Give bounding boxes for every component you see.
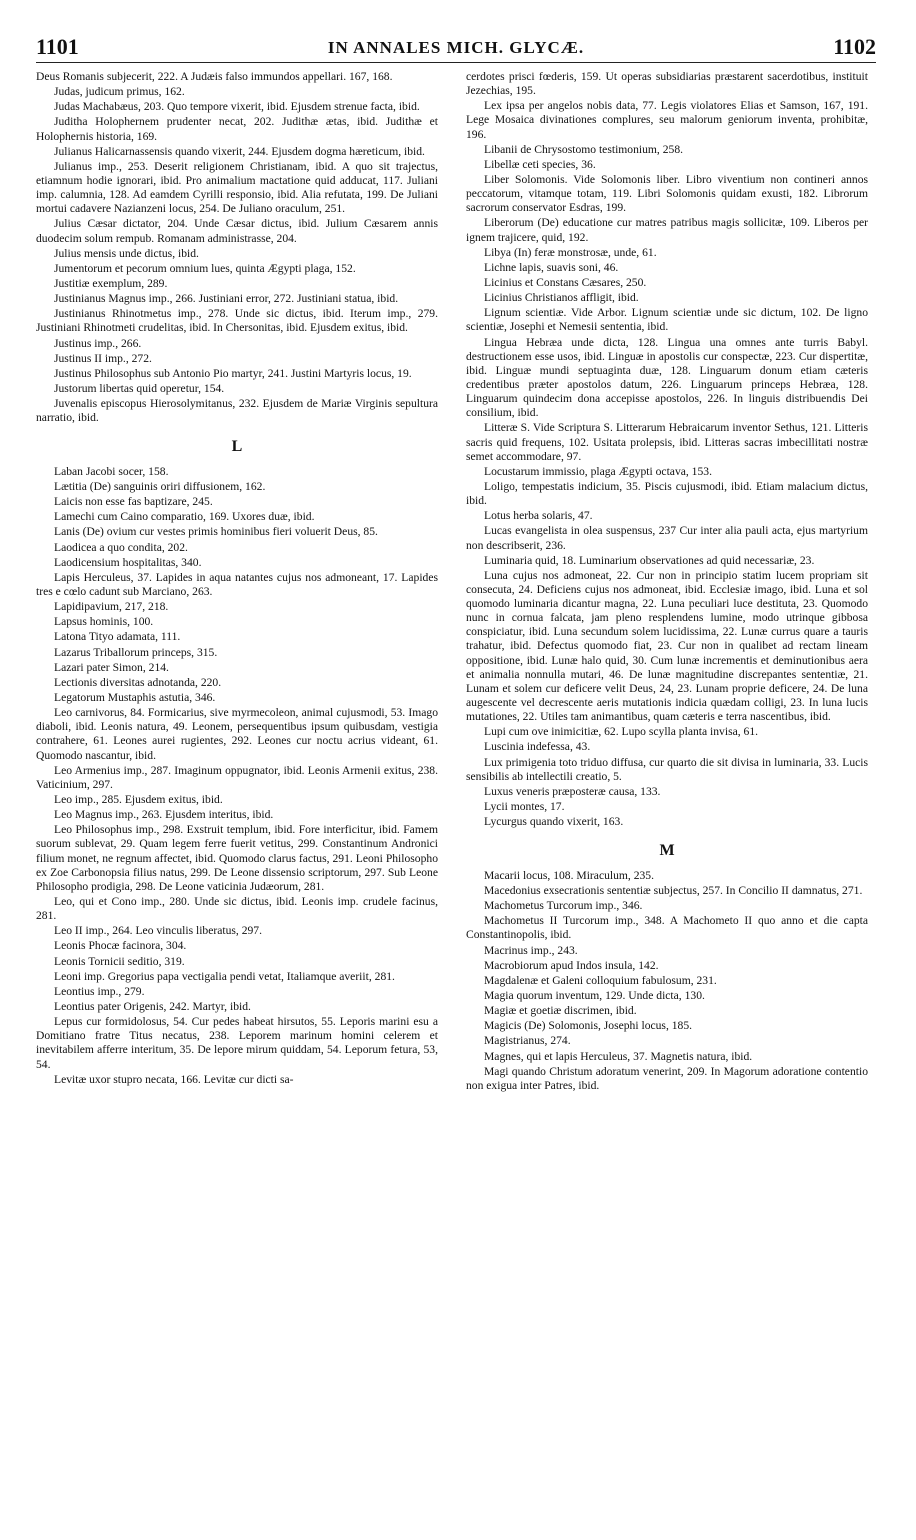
index-entry: Lycurgus quando vixerit, 163. — [484, 815, 624, 829]
index-entry: Deus Romanis subjecerit, 222. A Judæis falso immundos appellari. 167, 168. — [36, 70, 393, 83]
index-entry: Justinus imp., 266. — [54, 336, 142, 350]
index-entry: Justinus II imp., 272. — [54, 351, 152, 365]
index-entry: Libellæ ceti species, 36. — [484, 157, 596, 171]
index-entry: Magiæ et goetiæ discrimen, ibid. — [484, 1004, 637, 1018]
index-entry: Laodicea a quo condita, 202. — [54, 540, 188, 554]
index-entry: Leo Philosophus imp., 298. Exstruit templum, ibid. Fore interficitur, ibid. Famem suorum sublevat, 29. Quam legem ferre fuerit vetitus, 299. Constantinum Andronici filium monet, ne regnum affectet, ibid. Quomodo clarus factus, 291. Leoni Philosopho ex Zoe Carbonopsia filius natus, 299. De Leone dissensio scriptorum, 297. Sub Leone Philosopho prodigia, 298. De Leone vaticinia Judæorum, 281. — [36, 823, 438, 893]
index-entry: Magistrianus, 274. — [484, 1034, 571, 1048]
index-entry: Justinianus Rhinotmetus imp., 278. Unde sic dictus, ibid. Iterum imp., 279. Justiniani Rhinotmeti crudelitas, ibid. In Chersonitas, ibid. Ejusdem exitus, ibid. — [36, 307, 438, 335]
index-entry: Lotus herba solaris, 47. — [484, 509, 593, 523]
index-entry: Leo II imp., 264. Leo vinculis liberatus, 297. — [54, 924, 263, 938]
index-entry: Libanii de Chrysostomo testimonium, 258. — [484, 142, 684, 156]
index-entry: Lupi cum ove inimicitiæ, 62. Lupo scylla planta invisa, 61. — [484, 725, 759, 739]
left-page-number: 1101 — [36, 34, 79, 59]
index-entry: Machometus Turcorum imp., 346. — [484, 899, 643, 913]
index-entry: Julianus Halicarnassensis quando vixerit, 244. Ejusdem dogma hæreticum, ibid. — [54, 144, 425, 158]
index-entry: Lapsus hominis, 100. — [54, 615, 154, 629]
index-entry: Macrobiorum apud Indos insula, 142. — [484, 958, 659, 972]
index-entry: Lucas evangelista in olea suspensus, 237 Cur inter alia pauli acta, ejus martyrium non describserit, 236. — [466, 524, 868, 552]
index-entry: Lætitia (De) sanguinis oriri diffusionem, 162. — [54, 480, 266, 494]
index-entry: Leo imp., 285. Ejusdem exitus, ibid. — [54, 792, 223, 806]
index-entry: Judas, judicum primus, 162. — [54, 85, 185, 99]
index-entry: Magicis (De) Solomonis, Josephi locus, 185. — [484, 1019, 693, 1033]
index-entry: Luminaria quid, 18. Luminarium observationes ad quid necessariæ, 23. — [484, 553, 815, 567]
index-entry: Lignum scientiæ. Vide Arbor. Lignum scientiæ unde sic dictum, 102. De ligno scientiæ, Josephi et Nemesii sententia, ibid. — [466, 306, 868, 334]
index-entry: Lingua Hebræa unde dicta, 128. Lingua una omnes ante turris Babyl. destructionem esse usos, ibid. Linguæ in apostolis cur conspectæ, 223. Cur dispertitæ, ibid. Linguæ mundi septuaginta duæ, 128. Linguarum donum etiam cæteris credentibus præter apostolos datum, 226. Linguarum princeps Hebræa, 128. Linguarum quindecim dona accepisse apostolos, 226. In linguis distribuendis Dei consilium, ibid. — [466, 335, 868, 420]
index-entry: Lazari pater Simon, 214. — [54, 660, 169, 674]
index-entry: Macedonius exsecrationis sententiæ subjectus, 257. In Concilio II damnatus, 271. — [484, 883, 863, 897]
index-entry: Leontius pater Origenis, 242. Martyr, ibid. — [54, 999, 251, 1013]
index-entry: Magdalenæ et Galeni colloquium fabulosum, 231. — [484, 973, 717, 987]
index-entry: Machometus II Turcorum imp., 348. A Machometo II quo anno et die capta Constantinopolis, ibid. — [466, 914, 868, 942]
index-entry: Leontius imp., 279. — [54, 984, 145, 998]
index-entry: Lamechi cum Caino comparatio, 169. Uxores duæ, ibid. — [54, 510, 315, 524]
index-entry: Lux primigenia toto triduo diffusa, cur quarto die sit divisa in luminaria, 33. Lucis sensibilis ab intellectili creatio, 5. — [466, 755, 868, 783]
index-entry: cerdotes prisci fœderis, 159. Ut operas subsidiarias præstarent sacerdotibus, instituit Jezechias, 195. — [466, 70, 868, 98]
index-entry: Legatorum Mustaphis astutia, 346. — [54, 691, 216, 704]
index-entry: Lichne lapis, suavis soni, 46. — [484, 260, 619, 274]
index-entry: Justitiæ exemplum, 289. — [54, 276, 168, 290]
section-letter: M — [659, 842, 675, 860]
index-entry: Luna cujus nos admoneat, 22. Cur non in principio statim lucem propriam sit consecuta, 24. Deficiens cujus nos admoneat, ibid. Ecclesiæ imago, ibid. Luna et sol quomodo luminaria dicantur magna, 22. Luna peculiari luce destituta, 23. Quomodo nunc in cornua falcata, jam pleno resplendens lumine, modo utrinque gibbosa conspiciatur, ibid. Luna secundum solem lucidissima, 22. Lunæ currus quare a tauris trahatur, ibid. Defectus quomodo fiat, 23. Cur non in qualibet ad rectam lineam oppositione, ibid. Lunæ halo quid, 30. Cum lunæ incrementis et deminutionibus aera et animalia nonnulla mutari, 46. De lunæ magnitudine discrepantes sententiæ, 21. Lunam et solem cur deficere velit Deus, 24, 23. Lunam proprie deficere, 24. De luna augescente vel decrescente aeris mutationis indicia quædam colligi, 23. In luna lucis mutationes, 22. Utiles tam animantibus, quam cæteris e terra nascentibus, ibid. — [466, 568, 868, 724]
index-entry: Julianus imp., 253. Deserit religionem Christianam, ibid. A quo sit trajectus, etiamnum hodie ignorari, ibid. Pro animalium mactatione quid adducat, 117. Juliani imp. calumnia, 128. Ad eamdem Cyrilli responsio, ibid. Alia refutata, 199. De Juliani mortui cadavere Nazianzeni locus, 254. De Juliano oraculum, 251. — [36, 159, 438, 216]
index-entry: Leo Magnus imp., 263. Ejusdem interitus, ibid. — [54, 808, 274, 822]
index-entry: Macrinus imp., 243. — [484, 943, 578, 957]
index-entry: Libya (In) feræ monstrosæ, unde, 61. — [484, 245, 657, 259]
index-entry: Laodicensium hospitalitas, 340. — [54, 555, 202, 569]
index-entry: Laban Jacobi socer, 158. — [54, 464, 169, 478]
right-page-number: 1102 — [833, 34, 876, 59]
index-entry: Lycii montes, 17. — [484, 800, 565, 814]
index-entry: Julius mensis unde dictus, ibid. — [54, 246, 199, 260]
index-entry: Justinus Philosophus sub Antonio Pio martyr, 241. Justini Martyris locus, 19. — [54, 366, 412, 380]
index-entry: Lapidipavium, 217, 218. — [54, 600, 169, 614]
index-entry: Leo Armenius imp., 287. Imaginum oppugnator, ibid. Leonis Armenii exitus, 238. Vaticinium, 297. — [36, 763, 438, 791]
running-title: IN ANNALES MICH. GLYCÆ. — [327, 38, 585, 57]
index-entry: Juvenalis episcopus Hierosolymitanus, 232. Ejusdem de Mariæ Virginis sepultura narratio, ibid. — [36, 397, 438, 425]
index-entry: Luxus veneris præposteræ causa, 133. — [484, 784, 661, 798]
index-entry: Leoni imp. Gregorius papa vectigalia pendi vetat, Italiamque averiit, 281. — [54, 969, 395, 983]
index-entry: Luscinia indefessa, 43. — [484, 740, 591, 754]
index-entry: Licinius et Constans Cæsares, 250. — [484, 275, 647, 289]
index-entry: Litteræ S. Vide Scriptura S. Litterarum Hebraicarum inventor Sethus, 121. Litteris sacris quid frequens, 102. Usitata prolepsis, ibid. Litteras sacras imbecillitati nostræ semet accommodare, 97. — [466, 421, 868, 463]
index-entry: Laicis non esse fas baptizare, 245. — [54, 495, 213, 509]
index-entry: Licinius Christianos affligit, ibid. — [484, 291, 639, 305]
index-entry: Magi quando Christum adoratum venerint, 209. In Magorum adoratione contentio non exigua inter Patres, ibid. — [466, 1064, 868, 1092]
page-header — [36, 34, 876, 63]
index-entry: Justorum libertas quid operetur, 154. — [54, 381, 225, 395]
index-entry: Judas Machabæus, 203. Quo tempore vixerit, ibid. Ejusdem strenue facta, ibid. — [54, 100, 420, 114]
index-entry: Leo, qui et Cono imp., 280. Unde sic dictus, ibid. Leonis imp. crudele facinus, 281. — [36, 894, 438, 923]
index-entry: Lanis (De) ovium cur vestes primis hominibus fieri voluerit Deus, 85. — [54, 525, 378, 539]
index-entry: Liber Solomonis. Vide Solomonis liber. Libro viventium non contineri annos peccatorum, vitamque totam, 119. Libri Solomonis quidam exusti, 182. Librorum sacrorum conservator Esdras, 199. — [466, 172, 868, 215]
section-letter: L — [231, 438, 243, 456]
right-column — [466, 70, 868, 1520]
index-entry: Magia quorum inventum, 129. Unde dicta, 130. — [484, 988, 705, 1002]
index-entry: Loligo, tempestatis indicium, 35. Piscis cujusmodi, ibid. Etiam malacium dictus, ibid. — [466, 479, 868, 508]
index-entry: Liberorum (De) educatione cur matres patribus magis sollicitæ, 109. Liberos per ignem trajicere, quid, 192. — [466, 216, 868, 244]
index-entry: Locustarum immissio, plaga Ægypti octava, 153. — [484, 464, 712, 478]
index-entry: Levitæ uxor stupro necata, 166. Levitæ cur dicti sa- — [54, 1072, 294, 1086]
index-entry: Lectionis diversitas adnotanda, 220. — [54, 675, 222, 689]
index-entry: Magnes, qui et lapis Herculeus, 37. Magnetis natura, ibid. — [484, 1049, 753, 1063]
index-entry: Lex ipsa per angelos nobis data, 77. Legis violatores Elias et Samson, 167, 191. Lege Mosaica divinationes complures, seu malorum geniorum inventa, prohibitæ, 196. — [466, 99, 868, 141]
left-column — [36, 70, 438, 1520]
index-entry: Julius Cæsar dictator, 204. Unde Cæsar dictus, ibid. Julium Cæsarem annis duodecim solum rempub. Romanam administrasse, 204. — [36, 217, 438, 245]
index-entry: Lapis Herculeus, 37. Lapides in aqua natantes cujus nos admoneant, 17. Lapides tres e cœlo cadunt sub Marciano, 263. — [36, 570, 438, 599]
index-entry: Lepus cur formidolosus, 54. Cur pedes habeat hirsutos, 55. Leporis marini esu a Domitiano fratre Titus necatus, 238. Leporem marinum homini celerem et inevitabilem afferre interitum, 35. De lepore mirum quiddam, 54. Leporum fetura, 53, 54. — [36, 1015, 438, 1071]
index-entry: Leonis Tornicii seditio, 319. — [54, 954, 185, 968]
index-entry: Lazarus Triballorum princeps, 315. — [54, 645, 218, 659]
index-entry: Juditha Holophernem prudenter necat, 202. Judithæ ætas, ibid. Judithæ et Holophernis historia, 169. — [36, 115, 438, 143]
index-entry: Jumentorum et pecorum omnium lues, quinta Ægypti plaga, 152. — [54, 261, 356, 275]
index-entry: Latona Tityo adamata, 111. — [54, 630, 181, 644]
index-entry: Leonis Phocæ facinora, 304. — [54, 939, 187, 953]
index-entry: Leo carnivorus, 84. Formicarius, sive myrmecoleon, animal cujusmodi, 53. Imago diaboli, ibid. Leonis natura, 49. Leonem, persequentibus ipsum quibusdam, vestigia contrahere, 61. Leones aurei rugientes, 292. Leones cur noctu acrius videant, 61. Quomodo nascantur, ibid. — [36, 706, 438, 762]
index-entry: Macarii locus, 108. Miraculum, 235. — [484, 868, 655, 882]
index-entry: Justinianus Magnus imp., 266. Justiniani error, 272. Justiniani statua, ibid. — [54, 292, 399, 306]
